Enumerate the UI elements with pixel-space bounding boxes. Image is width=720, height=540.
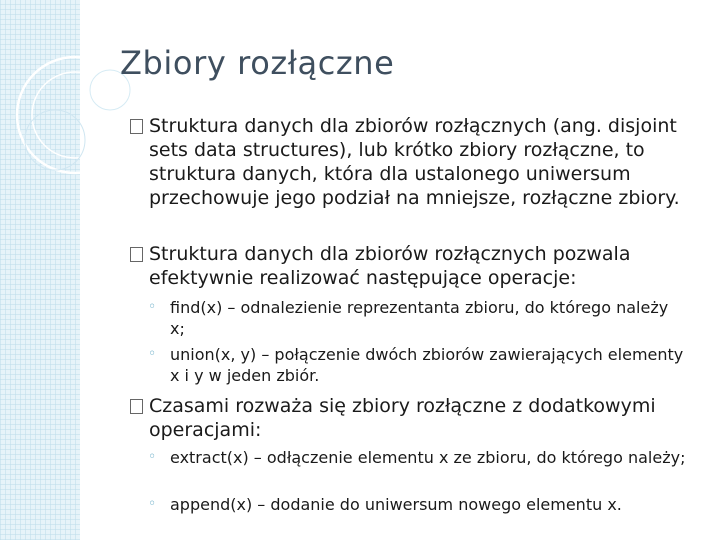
ring-bullet-icon: ◦ xyxy=(148,449,157,465)
bullet-square-icon xyxy=(130,399,143,414)
subitem-union xyxy=(148,344,688,386)
subitem-text: extract(x) – odłączenie elementu x ze zbioru, do którego należy; xyxy=(170,448,686,467)
bullet-3 xyxy=(130,394,700,442)
bullet-square-icon xyxy=(130,247,143,262)
ring-bullet-icon: ◦ xyxy=(148,299,157,315)
decorative-left-band xyxy=(0,0,80,540)
subitem-text: union(x, y) – połączenie dwóch zbiorów zawierających elementy x i y w jeden zbiór. xyxy=(170,345,684,385)
bullet-1 xyxy=(130,114,690,210)
subitem-append xyxy=(148,494,708,515)
subitem-find xyxy=(148,297,688,339)
slide-title: Zbiory rozłączne xyxy=(120,44,395,82)
bullet-text: Czasami rozważa się zbiory rozłączne z dodatkowymi operacjami: xyxy=(149,395,656,441)
subitem-text: append(x) – dodanie do uniwersum nowego elementu x. xyxy=(170,495,622,514)
bullet-square-icon xyxy=(130,119,143,134)
ring-bullet-icon: ◦ xyxy=(148,346,157,362)
subitem-text: find(x) – odnalezienie reprezentanta zbioru, do którego należy x; xyxy=(170,298,669,338)
bullet-text: Struktura danych dla zbiorów rozłącznych (ang. disjoint sets data structures), lub krótko zbiory rozłączne, to struktura danych, która dla ustalonego uniwersum przechowuje jego podział na mniejsze, rozłączne zbiory. xyxy=(149,115,680,209)
ring-bullet-icon: ◦ xyxy=(148,496,157,512)
bullet-2 xyxy=(130,242,690,290)
subitem-extract xyxy=(148,447,688,468)
bullet-text: Struktura danych dla zbiorów rozłącznych pozwala efektywnie realizować następujące operacje: xyxy=(149,243,631,289)
